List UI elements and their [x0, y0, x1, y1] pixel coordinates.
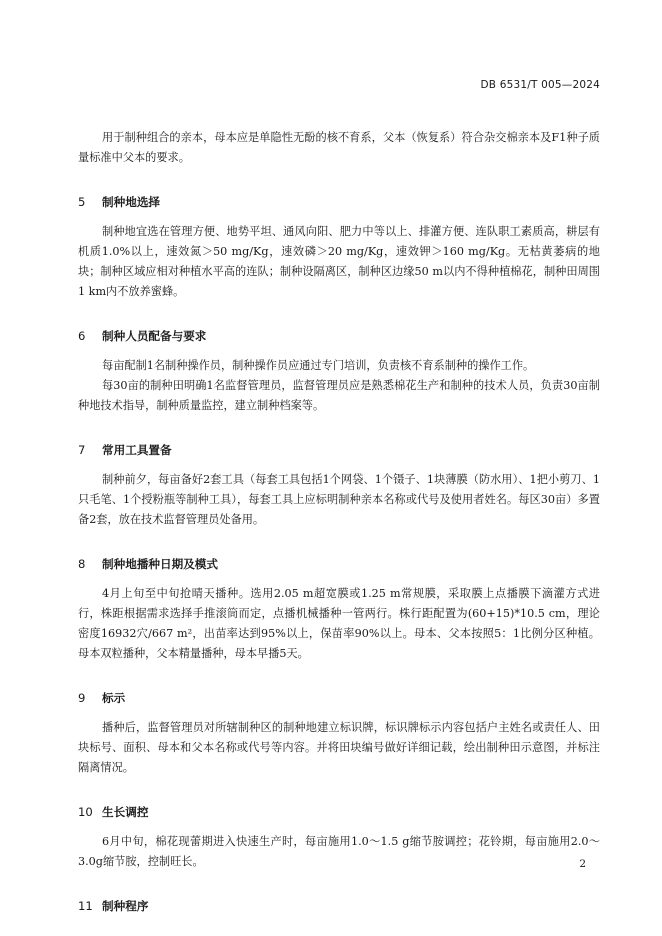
section-7 [78, 440, 600, 460]
intro-paragraph: 用于制种组合的亲本，母本应是单隐性无酚的核不育系，父本（恢复系）符合杂交棉亲本及F1种子质量标准中父本的要求。 [78, 131, 600, 164]
section-number: 9 [78, 691, 86, 705]
section-heading [78, 326, 600, 346]
section-11 [78, 896, 600, 916]
section-title: 制种程序 [102, 899, 149, 913]
section-number: 8 [78, 557, 86, 571]
section-paragraph: 每亩配制1名制种操作员，制种操作员应通过专门培训，负责核不育系制种的操作工作。 [102, 359, 535, 372]
section-title: 制种地选择 [102, 195, 161, 209]
section-number: 5 [78, 195, 86, 209]
section-title: 制种地播种日期及模式 [102, 557, 218, 571]
section-number: 7 [78, 443, 86, 457]
section-heading [78, 554, 600, 574]
section-number: 11 [78, 899, 93, 913]
section-6 [78, 326, 600, 346]
section-title: 常用工具置备 [102, 443, 172, 457]
section-number: 6 [78, 329, 86, 343]
section-8 [78, 554, 600, 574]
section-5 [78, 192, 600, 212]
section-9 [78, 688, 600, 708]
section-paragraph: 制种前夕，每亩备好2套工具（每套工具包括1个网袋、1个镊子、1块薄膜（防水用）、1把小剪刀、1只毛笔、1个授粉瓶等制种工具），每套工具上应标明制种亲本名称或代号及使用者姓名。每区30亩）多置备2套，放在技术监督管理员处备用。 [78, 473, 600, 526]
section-10 [78, 802, 600, 822]
section-heading [78, 688, 600, 708]
section-heading [78, 192, 600, 212]
section-title: 制种人员配备与要求 [102, 329, 207, 343]
document-code: DB 6531/T 005—2024 [480, 79, 600, 91]
page-number: 2 [579, 858, 586, 870]
section-paragraph: 播种后，监督管理员对所辖制种区的制种地建立标识牌，标识牌标示内容包括户主姓名或责任人、田块标号、面积、母本和父本名称或代号等内容。并将田块编号做好详细记载，绘出制种田示意图，并标注隔离情况。 [78, 721, 600, 774]
section-heading [78, 440, 600, 460]
section-heading [78, 896, 600, 916]
section-heading [78, 802, 600, 822]
section-paragraph: 制种地宜选在管理方便、地势平坦、通风向阳、肥力中等以上、排灌方便、连队职工素质高，耕层有机质1.0%以上，速效氮＞50 mg/Kg，速效磷＞20 mg/Kg，速效钾＞160 mg/Kg。无枯黄萎病的地块；制种区域应相对种植水平高的连队；制种设隔离区，制种区边缘50 m以内不得种植棉花，制种田周围1 km内不放养蜜蜂。 [78, 225, 600, 298]
section-number: 10 [78, 805, 93, 819]
section-paragraph: 6月中旬，棉花现蕾期进入快速生产时，每亩施用1.0～1.5 g缩节胺调控；花铃期，每亩施用2.0～3.0g缩节胺，控制旺长。 [78, 835, 600, 868]
section-title: 生长调控 [102, 805, 149, 819]
section-paragraph: 4月上旬至中旬抢晴天播种。选用2.05 m超宽膜或1.25 m常规膜，采取膜上点播膜下滴灌方式进行，株距根据需求选择手推滚筒而定，点播机械播种一管两行。株行距配置为(60+15)*10.5 cm，理论密度16932穴/667 m²，出苗率达到95%以上，保苗率90%以上。母本、父本按照5：1比例分区种植。母本双粒播种，父本精量播种，母本早播5天。 [78, 587, 600, 660]
section-paragraph: 每30亩的制种田明确1名监督管理员，监督管理员应是熟悉棉花生产和制种的技术人员，负责30亩制种地技术指导，制种质量监控，建立制种档案等。 [78, 379, 600, 412]
section-title: 标示 [102, 691, 126, 705]
document-body [78, 128, 600, 926]
